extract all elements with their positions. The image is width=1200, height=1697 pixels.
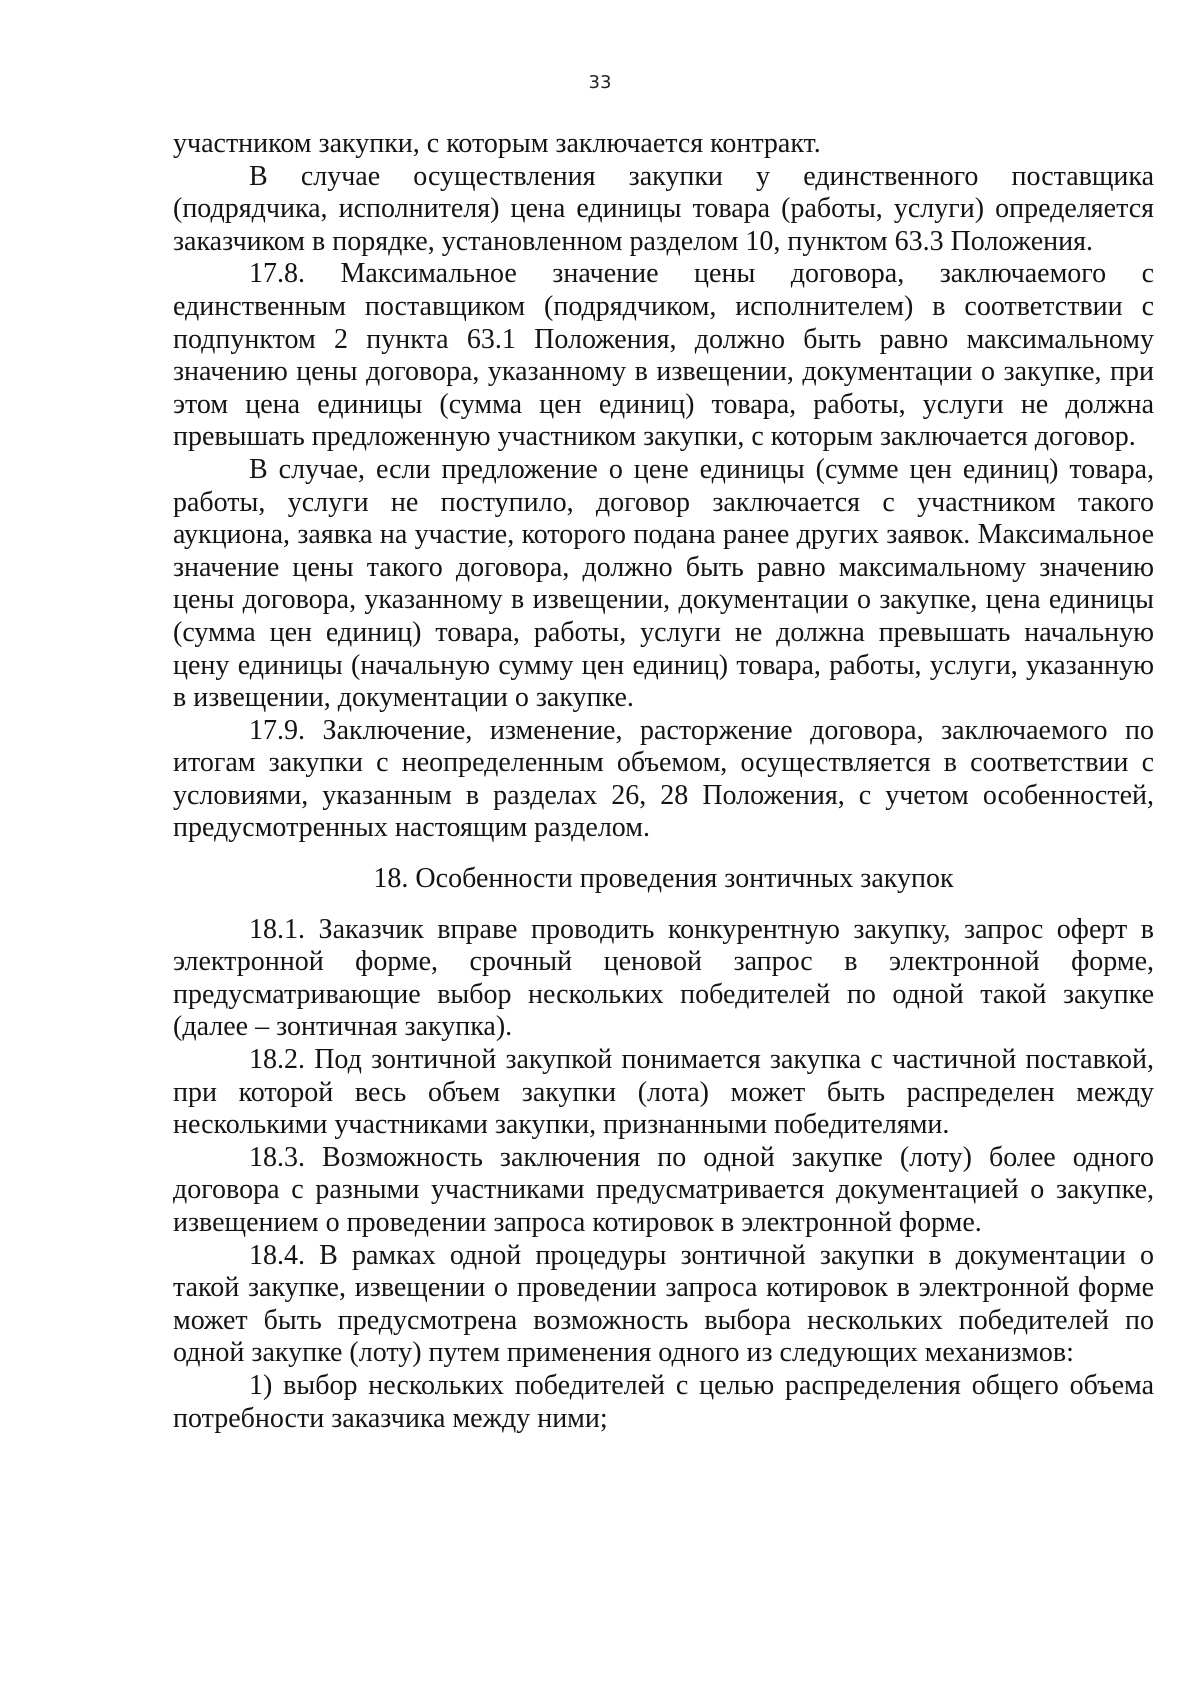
list-item-1: 1) выбор нескольких победителей с целью распределения общего объема потребности заказчика между ними;: [173, 1369, 1154, 1434]
paragraph: В случае осуществления закупки у единственного поставщика (подрядчика, исполнителя) цена единицы товара (работы, услуги) определяется заказчиком в порядке, установленном разделом 10, пунктом 63.3 Положения.: [173, 160, 1154, 257]
paragraph-18-1: 18.1. Заказчик вправе проводить конкурентную закупку, запрос оферт в электронной форме, срочный ценовой запрос в электронной форме, предусматривающие выбор нескольких победителей по одной такой закупке (далее – зонтичная закупка).: [173, 913, 1154, 1043]
paragraph-17-8: 17.8. Максимальное значение цены договора, заключаемого с единственным поставщиком (подрядчиком, исполнителем) в соответствии с подпунктом 2 пункта 63.1 Положения, должно быть равно максимальному значению цены договора, указанному в извещении, документации о закупке, при этом цена единицы (сумма цен единиц) товара, работы, услуги не должна превышать предложенную участником закупки, с которым заключается договор.: [173, 258, 1154, 453]
paragraph: В случае, если предложение о цене единицы (сумме цен единиц) товара, работы, услуги не поступило, договор заключается с участником такого аукциона, заявка на участие, которого подана ранее других заявок. Максимальное значение цены такого договора, должно быть равно максимальному значению цены договора, указанному в извещении, документации о закупке, цена единицы (сумма цен единиц) товара, работы, услуги не должна превышать начальную цену единицы (начальную сумму цен единиц) товара, работы, услуги, указанную в извещении, документации о закупке.: [173, 453, 1154, 714]
section-heading: 18. Особенности проведения зонтичных закупок: [373, 863, 954, 895]
document-body: [173, 128, 1154, 1435]
paragraph-18-3: 18.3. Возможность заключения по одной закупке (лоту) более одного договора с разными участниками предусматривается документацией о закупке, извещением о проведении запроса котировок в электронной форме.: [173, 1141, 1154, 1238]
paragraph: участником закупки, с которым заключается контракт.: [173, 128, 821, 159]
page-number: 33: [588, 72, 612, 93]
paragraph-18-2: 18.2. Под зонтичной закупкой понимается закупка с частичной поставкой, при которой весь объем закупки (лота) может быть распределен между несколькими участниками закупки, признанными победителями.: [173, 1044, 1154, 1141]
paragraph-17-9: 17.9. Заключение, изменение, расторжение договора, заключаемого по итогам закупки с неопределенным объемом, осуществляется в соответствии с условиями, указанным в разделах 26, 28 Положения, с учетом особенностей, предусмотренных настоящим разделом.: [173, 714, 1154, 844]
paragraph-18-4: 18.4. В рамках одной процедуры зонтичной закупки в документации о такой закупке, извещении о проведении запроса котировок в электронной форме может быть предусмотрена возможность выбора нескольких победителей по одной закупке (лоту) путем применения одного из следующих механизмов:: [173, 1239, 1154, 1369]
